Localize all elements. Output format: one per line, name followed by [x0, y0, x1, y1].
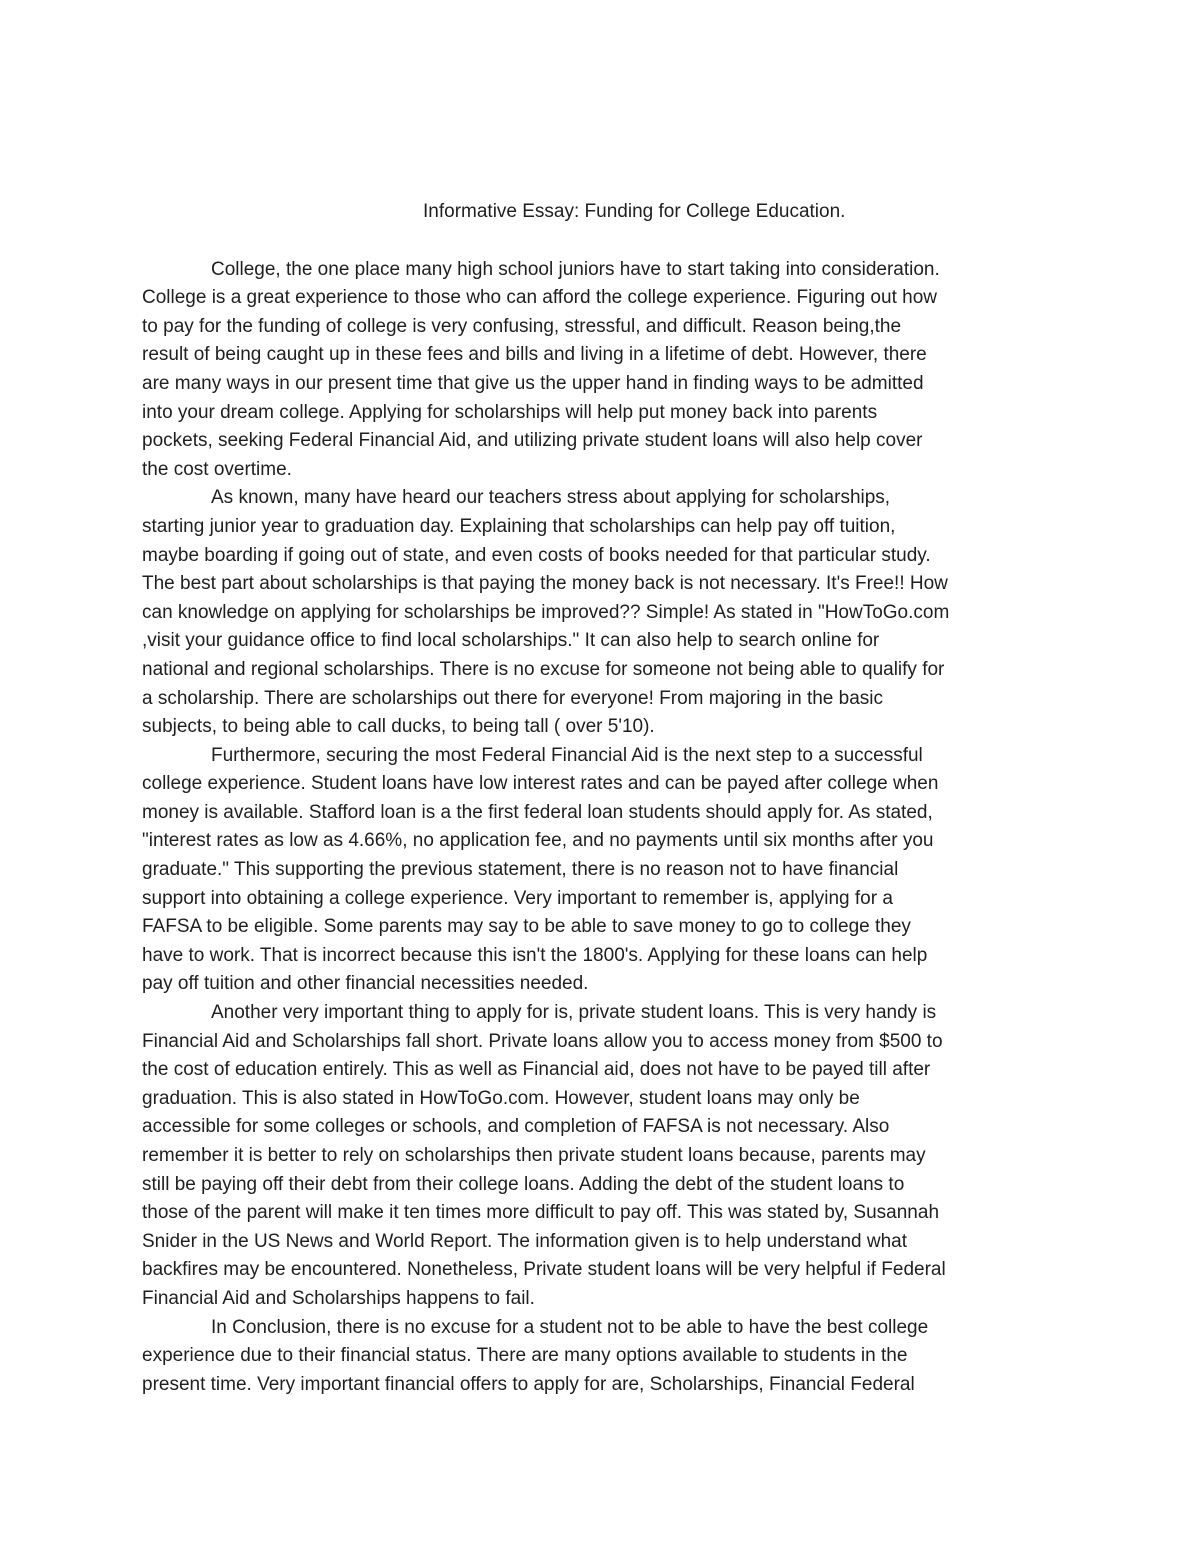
essay-body [142, 198, 1062, 1399]
paragraph-line: Financial Aid and Scholarships fall short. Private loans allow you to access money from $500 to [142, 1030, 943, 1052]
essay-paragraph [142, 999, 1062, 1314]
paragraph-line: maybe boarding if going out of state, and even costs of books needed for that particular study. [142, 544, 931, 566]
paragraph-line: ,visit your guidance office to find local scholarships." It can also help to search online for [142, 630, 880, 652]
paragraph-line: Another very important thing to apply for is, private student loans. This is very handy is [211, 1002, 937, 1024]
paragraph-line: a scholarship. There are scholarships out there for everyone! From majoring in the basic [142, 687, 884, 709]
essay-paragraph [142, 742, 1062, 999]
paragraph-line: present time. Very important financial offers to apply for are, Scholarships, Financial Federal [142, 1373, 915, 1395]
paragraph-line: Financial Aid and Scholarships happens to fail. [142, 1287, 535, 1309]
paragraph-line: money is available. Stafford loan is a the first federal loan students should apply for. As stated, [142, 801, 933, 823]
paragraph-line: As known, many have heard our teachers stress about applying for scholarships, [211, 487, 891, 509]
paragraph-line: graduation. This is also stated in HowToGo.com. However, student loans may only be [142, 1087, 860, 1109]
essay-paragraph [142, 1314, 1062, 1400]
paragraph-line: starting junior year to graduation day. Explaining that scholarships can help pay off tuition, [142, 515, 896, 537]
paragraph-line: into your dream college. Applying for scholarships will help put money back into parents [142, 401, 878, 423]
paragraph-line: College, the one place many high school juniors have to start taking into consideration. [211, 258, 940, 280]
essay-paragraphs [142, 256, 1062, 1400]
paragraph-line: support into obtaining a college experience. Very important to remember is, applying for a [142, 887, 893, 909]
paragraph-line: "interest rates as low as 4.66%, no application fee, and no payments until six months after you [142, 830, 934, 852]
paragraph-line: College is a great experience to those who can afford the college experience. Figuring out how [142, 287, 937, 309]
paragraph-line: to pay for the funding of college is very confusing, stressful, and difficult. Reason being,the [142, 315, 902, 337]
paragraph-line: the cost of education entirely. This as well as Financial aid, does not have to be payed till after [142, 1059, 931, 1081]
paragraph-line: Furthermore, securing the most Federal Financial Aid is the next step to a successful [211, 744, 923, 766]
paragraph-line: still be paying off their debt from their college loans. Adding the debt of the student loans to [142, 1173, 905, 1195]
paragraph-line: The best part about scholarships is that paying the money back is not necessary. It's Free!! How [142, 573, 948, 595]
paragraph-line: In Conclusion, there is no excuse for a student not to be able to have the best college [211, 1316, 929, 1338]
paragraph-line: have to work. That is incorrect because this isn't the 1800's. Applying for these loans can help [142, 944, 928, 966]
essay-paragraph [142, 484, 1062, 741]
paragraph-line: FAFSA to be eligible. Some parents may say to be able to save money to go to college they [142, 916, 911, 938]
paragraph-line: can knowledge on applying for scholarships be improved?? Simple! As stated in "HowToGo.com [142, 601, 950, 623]
paragraph-line: subjects, to being able to call ducks, to being tall ( over 5'10). [142, 716, 655, 738]
paragraph-line: college experience. Student loans have low interest rates and can be payed after college when [142, 773, 939, 795]
paragraph-line: backfires may be encountered. Nonetheless, Private student loans will be very helpful if Federal [142, 1259, 946, 1281]
paragraph-line: are many ways in our present time that give us the upper hand in finding ways to be admitted [142, 372, 924, 394]
paragraph-line: remember it is better to rely on scholarships then private student loans because, parents may [142, 1145, 926, 1166]
essay-paragraph [142, 256, 1062, 485]
paragraph-line: result of being caught up in these fees and bills and living in a lifetime of debt. However, there [142, 344, 927, 366]
essay-title: Informative Essay: Funding for College Education. [423, 201, 846, 222]
paragraph-line: experience due to their financial status. There are many options available to students in the [142, 1345, 908, 1367]
paragraph-line: pay off tuition and other financial necessities needed. [142, 973, 589, 995]
paragraph-line: those of the parent will make it ten times more difficult to pay off. This was stated by, Susannah [142, 1202, 940, 1224]
paragraph-line: graduate." This supporting the previous statement, there is no reason not to have financial [142, 859, 899, 881]
paragraph-line: Snider in the US News and World Report. The information given is to help understand what [142, 1230, 907, 1252]
paragraph-line: national and regional scholarships. There is no excuse for someone not being able to qualify for [142, 658, 945, 680]
paragraph-line: accessible for some colleges or schools, and completion of FAFSA is not necessary. Also [142, 1116, 890, 1138]
paragraph-line: pockets, seeking Federal Financial Aid, and utilizing private student loans will also help cover [142, 430, 923, 452]
paragraph-line: the cost overtime. [142, 458, 292, 480]
